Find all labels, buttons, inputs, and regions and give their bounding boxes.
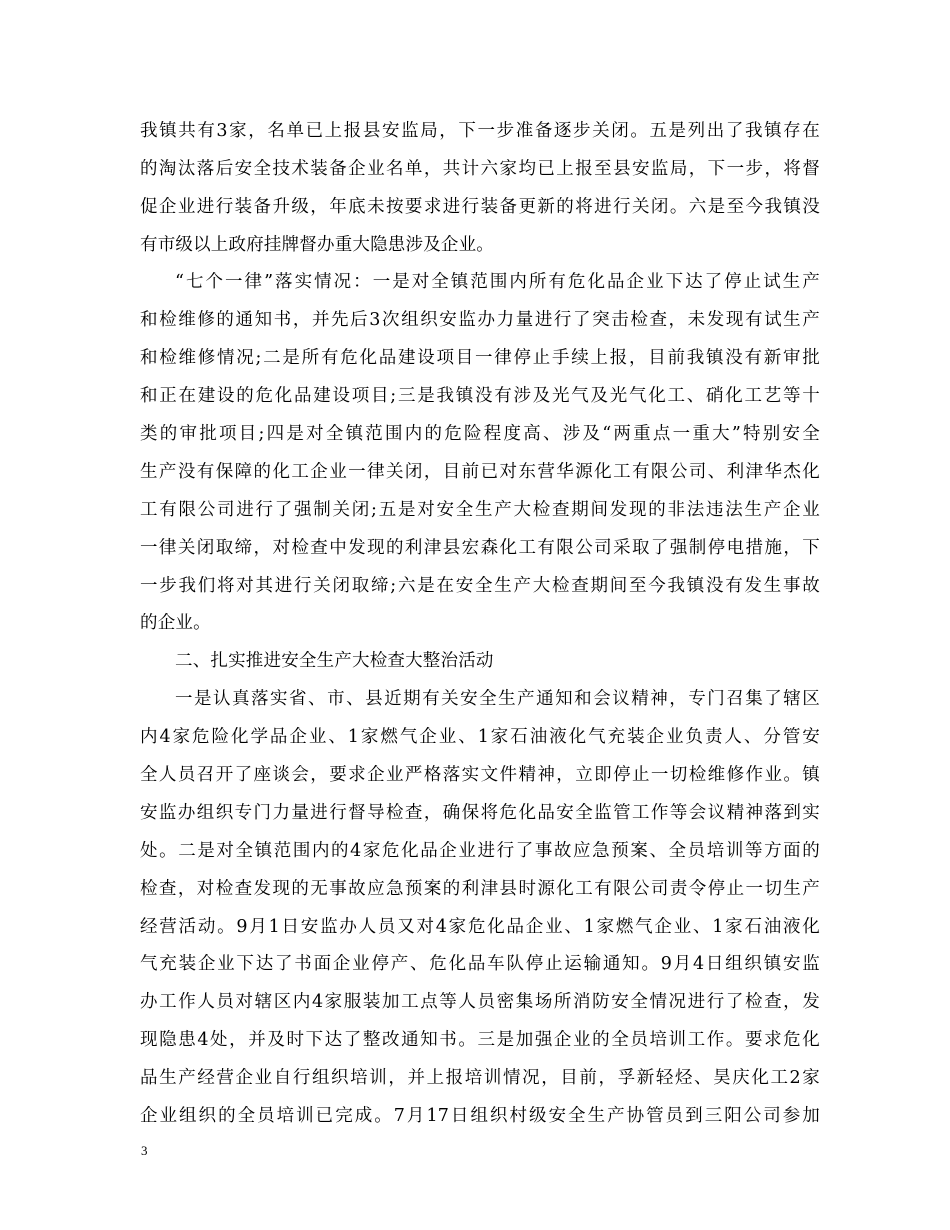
paragraph-start-line: “七个一律”落实情况：一是对全镇范围内所有危化品企业下达了停止试生产	[175, 272, 820, 292]
body-text-line: 办工作人员对辖区内4家服装加工点等人员密集场所消防安全情况进行了检查，发	[140, 992, 820, 1012]
body-text-line: 一步我们将对其进行关闭取缔;六是在安全生产大检查期间至今我镇没有发生事故	[140, 576, 820, 596]
body-text-line: 现隐患4处，并及时下达了整改通知书。三是加强企业的全员培训工作。要求危化	[140, 1030, 820, 1050]
body-text-line: 的淘汰落后安全技术装备企业名单，共计六家均已上报至县安监局，下一步，将督	[140, 159, 820, 179]
body-text-line: 一律关闭取缔，对检查中发现的利津县宏森化工有限公司采取了强制停电措施，下	[140, 538, 820, 558]
section-heading: 二、扎实推进安全生产大检查大整治活动	[175, 651, 494, 671]
body-text-line: 的企业。	[140, 613, 211, 633]
body-text-line: 和检维修的通知书，并先后3次组织安监办力量进行了突击检查，未发现有试生产	[140, 310, 820, 330]
body-text-line: 气充装企业下达了书面企业停产、危化品车队停止运输通知。9月4日组织镇安监	[140, 954, 820, 974]
paragraph-start-line: 一是认真落实省、市、县近期有关安全生产通知和会议精神，专门召集了辖区	[175, 689, 820, 709]
body-text-line: 有市级以上政府挂牌督办重大隐患涉及企业。	[140, 235, 494, 255]
body-text-line: 企业组织的全员培训已完成。7月17日组织村级安全生产协管员到三阳公司参加	[140, 1106, 820, 1126]
body-text-line: 我镇共有3家，名单已上报县安监局，下一步准备逐步关闭。五是列出了我镇存在	[140, 121, 820, 141]
body-text-line: 处。二是对全镇范围内的4家危化品企业进行了事故应急预案、全员培训等方面的	[140, 841, 820, 861]
body-text-line: 和检维修情况;二是所有危化品建设项目一律停止手续上报，目前我镇没有新审批	[140, 348, 820, 368]
body-text-line: 促企业进行装备升级，年底未按要求进行装备更新的将进行关闭。六是至今我镇没	[140, 197, 820, 217]
page-number: 3	[141, 1143, 148, 1158]
body-text-line: 工有限公司进行了强制关闭;五是对安全生产大检查期间发现的非法违法生产企业	[140, 500, 820, 520]
body-text-line: 经营活动。9月1日安监办人员又对4家危化品企业、1家燃气企业、1家石油液化	[140, 917, 820, 937]
body-text-line: 生产没有保障的化工企业一律关闭，目前已对东营华源化工有限公司、利津华杰化	[140, 462, 820, 482]
body-text-line: 内4家危险化学品企业、1家燃气企业、1家石油液化气充装企业负责人、分管安	[140, 727, 820, 747]
body-text-line: 品生产经营企业自行组织培训，并上报培训情况，目前，孚新轻烃、昊庆化工2家	[140, 1068, 820, 1088]
body-text-line: 检查，对检查发现的无事故应急预案的利津县时源化工有限公司责令停止一切生产	[140, 879, 820, 899]
body-text-line: 类的审批项目;四是对全镇范围内的危险程度高、涉及“两重点一重大”特别安全	[140, 424, 820, 444]
body-text-line: 安监办组织专门力量进行督导检查，确保将危化品安全监管工作等会议精神落到实	[140, 803, 820, 823]
body-text-line: 全人员召开了座谈会，要求企业严格落实文件精神，立即停止一切检维修作业。镇	[140, 765, 820, 785]
body-text-line: 和正在建设的危化品建设项目;三是我镇没有涉及光气及光气化工、硝化工艺等十	[140, 386, 820, 406]
